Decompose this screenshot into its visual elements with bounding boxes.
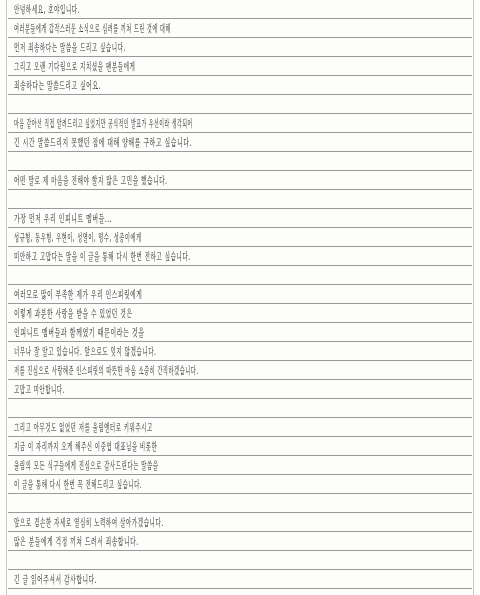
letter-line: 너무나 잘 알고 있습니다. 앞으로도 잊지 않겠습니다. [14, 346, 157, 358]
ruled-line [8, 265, 472, 266]
ruled-line [8, 132, 472, 133]
letter-line: 울림의 모든 식구들에게 진심으로 감사드린다는 말씀을 [14, 460, 159, 472]
ruled-line [8, 436, 472, 437]
letter-line: 저를 진심으로 사랑해준 인스피릿의 따뜻한 마음 소중히 간직하겠습니다. [14, 365, 199, 377]
letter-line: 인피니트 멤버들과 함께였기 때문이라는 것을 [14, 327, 145, 339]
ruled-line [8, 151, 472, 152]
letter-line: 앞으로 겸손한 자세로 열심히 노력하여 살아가겠습니다. [14, 517, 164, 529]
ruled-line [8, 208, 472, 209]
ruled-line [8, 170, 472, 171]
ruled-line [8, 56, 472, 57]
letter-line: 안녕하세요, 호야입니다. [14, 4, 80, 16]
ruled-line [8, 512, 472, 513]
letter-line: 가장 먼저 우리 인피니트 멤버들... [14, 213, 113, 225]
page-border-left [6, 0, 7, 595]
ruled-line [8, 550, 472, 551]
letter-line: 고맙고 미안합니다. [14, 384, 65, 396]
letter-line: 지금 이 자리까지 오게 해주신 이중엽 대표님을 비롯한 [14, 441, 158, 453]
ruled-line [8, 246, 472, 247]
letter-line: 미안하고 고맙다는 말을 이 글을 통해 다시 한번 전하고 싶습니다. [14, 251, 191, 263]
letter-line: 마음 같아선 직접 알려드리고 싶었지만 공식적인 발표가 우선이라 생각되어 [14, 118, 193, 130]
letter-line: 그리고 오랜 기다림으로 지치셨을 팬분들에게 [14, 61, 136, 73]
letter-line: 먼저 죄송하다는 말씀을 드리고 싶습니다. [14, 42, 126, 54]
ruled-line [8, 493, 472, 494]
ruled-line [8, 75, 472, 76]
letter-line: 긴 글 읽어주셔서 감사합니다. [14, 574, 98, 586]
ruled-line [8, 531, 472, 532]
ruled-line [8, 94, 472, 95]
ruled-line [8, 284, 472, 285]
ruled-line [8, 303, 472, 304]
ruled-line [8, 417, 472, 418]
ruled-line [8, 455, 472, 456]
ruled-line [8, 18, 472, 19]
letter-line: 긴 시간 말씀드리지 못했던 점에 대해 양해를 구하고 싶습니다. [14, 137, 192, 149]
ruled-line [8, 474, 472, 475]
letter-line: 성규형, 동우형, 우현이, 성열이, 명수, 성종이에게 [14, 232, 142, 244]
ruled-line [8, 37, 472, 38]
letter-line: 많은 분들에게 걱정 끼쳐 드려서 죄송합니다. [14, 536, 139, 548]
ruled-line [8, 113, 472, 114]
letter-line: 그리고 아무것도 없었던 저를 울림엔터로 키워주시고 [14, 422, 153, 434]
ruled-line [8, 588, 472, 589]
ruled-line [8, 322, 472, 323]
ruled-line [8, 227, 472, 228]
ruled-line [8, 360, 472, 361]
letter-line: 어떤 말로 제 마음을 전해야 할지 많은 고민을 했습니다. [14, 175, 168, 187]
ruled-line [8, 189, 472, 190]
ruled-line [8, 569, 472, 570]
ruled-line [8, 341, 472, 342]
letter-line: 이 글을 통해 다시 한번 꼭 전해드리고 싶습니다. [14, 479, 143, 491]
letter-line: 이렇게 과분한 사랑을 받을 수 있었던 것은 [14, 308, 133, 320]
letter-line: 여러분들에게 갑작스러운 소식으로 심려를 끼쳐 드린 것에 대해 [14, 23, 171, 35]
ruled-line [8, 398, 472, 399]
letter-line: 죄송하다는 말씀드리고 싶어요. [14, 80, 101, 92]
ruled-line [8, 379, 472, 380]
page-border-right [473, 0, 474, 595]
letter-line: 여러모로 많이 부족한 제가 우리 인스피릿에게 [14, 289, 143, 301]
